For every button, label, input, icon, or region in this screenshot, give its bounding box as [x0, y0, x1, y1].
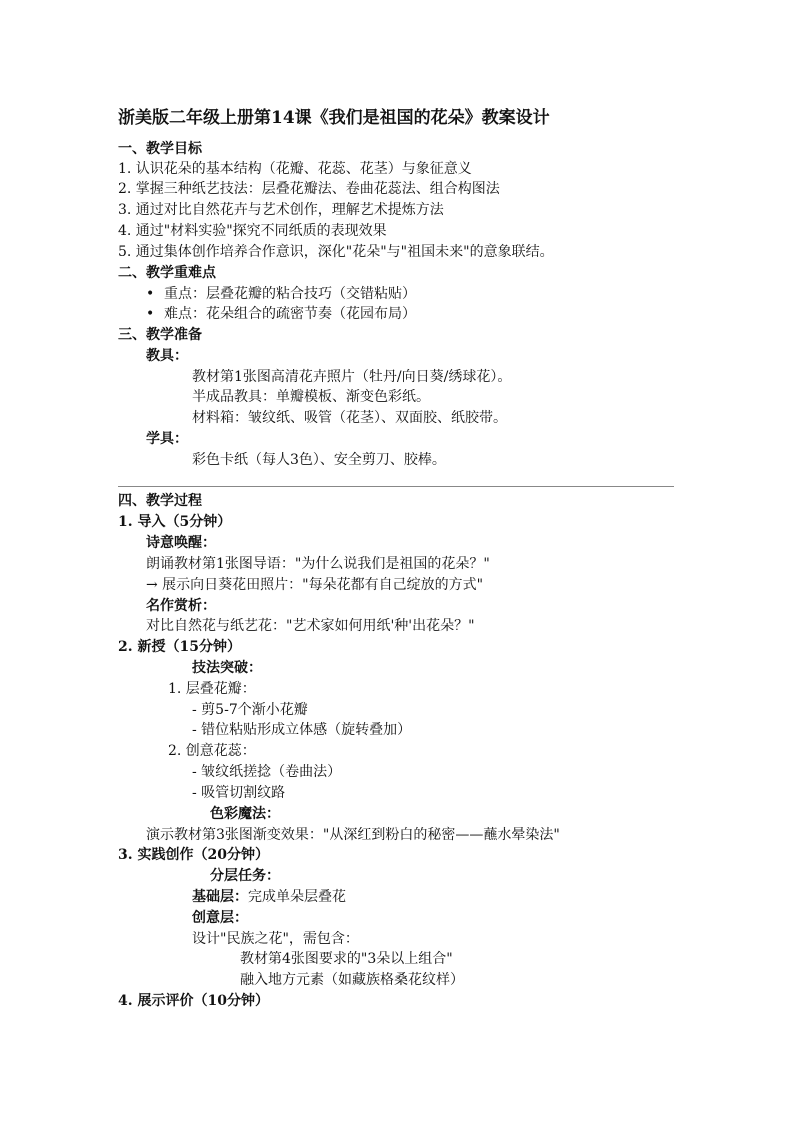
- subheading: 名作赏析：: [146, 598, 216, 614]
- teaching-tool-item: 材料箱：皱纹纸、吸管（花茎）、双面胶、纸胶带。: [192, 410, 507, 426]
- bullet-icon: •: [146, 286, 155, 302]
- process-line: → 展示向日葵花田照片："每朵花都有自己绽放的方式": [146, 577, 484, 593]
- technique-step: - 错位粘贴形成立体感（旋转叠加）: [192, 722, 412, 738]
- task-basic: [192, 887, 346, 907]
- page-title: 浙美版二年级上册第14课《我们是祖国的花朵》教案设计: [118, 108, 550, 128]
- section-heading-objectives: 一、教学目标: [118, 141, 202, 157]
- key-point-item: [146, 304, 416, 324]
- phase-heading-intro: 1. 导入（5分钟）: [118, 514, 232, 530]
- technique-step: - 皱纹纸搓捻（卷曲法）: [192, 764, 342, 780]
- objective-item: 1. 认识花朵的基本结构（花瓣、花蕊、花茎）与象征意义: [118, 161, 472, 177]
- student-tool-item: 彩色卡纸（每人3色）、安全剪刀、胶棒。: [192, 452, 446, 468]
- key-point-item: [146, 284, 416, 304]
- section-heading-process: 四、教学过程: [118, 493, 202, 509]
- numbered-item: 1. 层叠花瓣：: [168, 681, 256, 697]
- process-line: 演示教材第3张图渐变效果："从深红到粉白的秘密——蘸水晕染法": [146, 827, 560, 843]
- subheading: 诗意唤醒：: [146, 535, 216, 551]
- process-line: 设计"民族之花"，需包含：: [192, 931, 359, 947]
- task-creative-label: 创意层：: [192, 910, 248, 926]
- process-line: 朗诵教材第1张图导语："为什么说我们是祖国的花朵？": [146, 556, 490, 572]
- key-point-text: 重点：层叠花瓣的粘合技巧（交错粘贴）: [164, 286, 416, 302]
- student-tools-label: 学具：: [146, 431, 188, 447]
- objective-item: 5. 通过集体创作培养合作意识，深化"花朵"与"祖国未来"的意象联结。: [118, 244, 554, 260]
- subheading: 色彩魔法：: [210, 806, 280, 822]
- task-basic-label: 基础层：: [192, 889, 248, 905]
- objective-item: 3. 通过对比自然花卉与艺术创作，理解艺术提炼方法: [118, 202, 444, 218]
- objective-item: 4. 通过"材料实验"探究不同纸质的表现效果: [118, 223, 387, 239]
- section-heading-preparation: 三、教学准备: [118, 327, 202, 343]
- task-basic-text: 完成单朵层叠花: [248, 889, 346, 905]
- teaching-tools-label: 教具：: [146, 348, 188, 364]
- bullet-icon: •: [146, 306, 155, 322]
- phase-heading-practice: 3. 实践创作（20分钟）: [118, 847, 269, 863]
- phase-heading-teaching: 2. 新授（15分钟）: [118, 639, 241, 655]
- horizontal-divider: [118, 486, 674, 487]
- technique-step: - 吸管切割纹路: [192, 785, 286, 801]
- objective-item: 2. 掌握三种纸艺技法：层叠花瓣法、卷曲花蕊法、组合构图法: [118, 181, 500, 197]
- design-requirement: 教材第4张图要求的"3朵以上组合": [240, 951, 453, 967]
- teaching-tool-item: 教材第1张图高清花卉照片（牡丹/向日葵/绣球花）。: [192, 369, 512, 385]
- section-heading-key-points: 二、教学重难点: [118, 265, 216, 281]
- teaching-tool-item: 半成品教具：单瓣模板、渐变色彩纸。: [192, 389, 430, 405]
- subheading: 分层任务：: [210, 868, 280, 884]
- numbered-item: 2. 创意花蕊：: [168, 743, 256, 759]
- key-point-text: 难点：花朵组合的疏密节奏（花园布局）: [164, 306, 416, 322]
- design-requirement: 融入地方元素（如藏族格桑花纹样）: [240, 972, 464, 988]
- technique-step: - 剪5-7个渐小花瓣: [192, 702, 308, 718]
- process-line: 对比自然花与纸艺花："艺术家如何用纸'种'出花朵？": [146, 618, 475, 634]
- subheading: 技法突破：: [192, 660, 262, 676]
- phase-heading-evaluation: 4. 展示评价（10分钟）: [118, 993, 269, 1009]
